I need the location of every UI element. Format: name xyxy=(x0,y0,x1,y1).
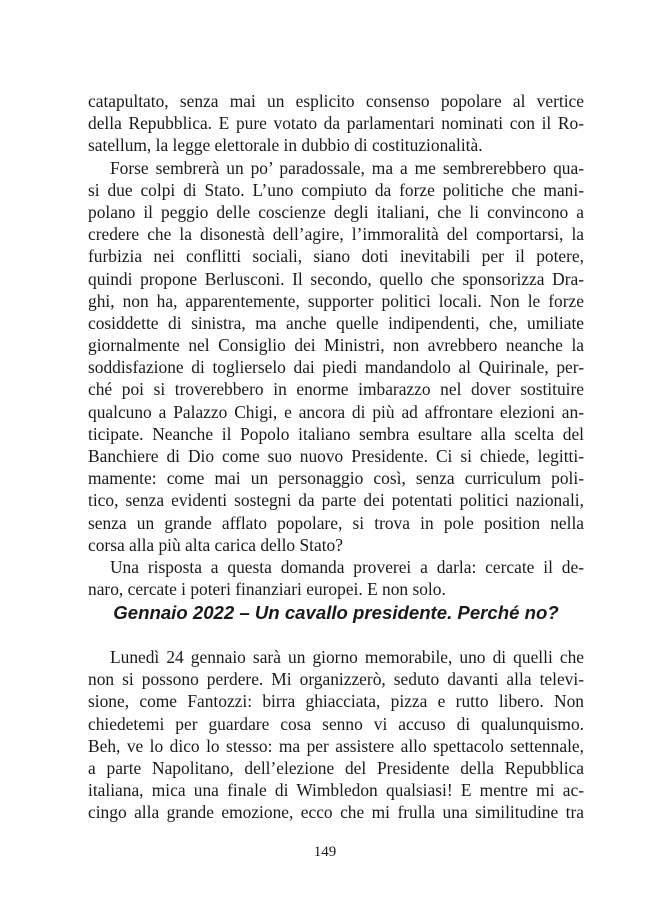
text-line: ghi, non ha, apparentemente, supporter politici locali. Non le forze xyxy=(88,290,584,311)
text-line: polano il peggio delle coscienze degli italiani, che li convincono a xyxy=(88,201,584,222)
text-line: Banchiere di Dio come suo nuovo Presidente. Ci si chiede, legitti- xyxy=(88,446,584,466)
text-line: italiana, mica una finale di Wimbledon qualsiasi! E mentre mi ac- xyxy=(88,780,584,801)
text-line: mamente: come mai un personaggio così, senza curriculum poli- xyxy=(88,468,584,489)
text-line: chiedetemi per guardare cosa senno vi accuso di qualunquismo. xyxy=(88,713,584,734)
section-heading: Gennaio 2022 – Un cavallo presidente. Perché no? xyxy=(113,602,559,623)
text-line: ticipate. Neanche il Popolo italiano sembra esultare alla scelta del xyxy=(88,423,584,444)
body-text-section-2 xyxy=(88,646,584,824)
text-line: giornalmente nel Consiglio dei Ministri, non avrebbero neanche la xyxy=(88,335,584,356)
text-line: non si possono perdere. Mi organizzerò, seduto davanti alla televi- xyxy=(88,669,584,690)
text-line: qualcuno a Palazzo Chigi, e ancora di più ad affrontare elezioni an- xyxy=(88,401,584,422)
body-text-section-1 xyxy=(88,90,584,600)
text-line: sione, come Fantozzi: birra ghiacciata, pizza e rutto libero. Non xyxy=(88,691,584,712)
text-line: Lunedì 24 gennaio sarà un giorno memorabile, uno di quelli che xyxy=(110,647,584,667)
text-line: cingo alla grande emozione, ecco che mi frulla una similitudine tra xyxy=(88,802,584,823)
text-line: credere che la disonestà dell’agire, l’immoralità del comportarsi, la xyxy=(88,224,584,245)
text-line: a parte Napolitano, dell’elezione del Presidente della Repubblica xyxy=(88,757,584,778)
text-line: della Repubblica. E pure votato da parlamentari nominati con il Ro- xyxy=(88,113,584,134)
text-line: Una risposta a questa domanda proverei a darla: cercate il de- xyxy=(110,556,584,577)
text-line: furbizia nei conflitti sociali, siano doti inevitabili per il potere, xyxy=(88,246,584,267)
text-line: Forse sembrerà un po’ paradossale, ma a me sembrerebbero qua- xyxy=(110,157,584,178)
text-line: ché poi si troverebbero in enorme imbarazzo nel dover sostituire xyxy=(88,379,584,400)
text-line: catapultato, senza mai un esplicito consenso popolare al vertice xyxy=(88,91,584,111)
text-line: senza un grande afflato popolare, si trova in pole position nella xyxy=(88,512,584,533)
text-line: corsa alla più alta carica dello Stato? xyxy=(88,534,343,555)
text-line: quindi propone Berlusconi. Il secondo, quello che sponsorizza Dra- xyxy=(88,268,584,289)
text-line: naro, cercate i poteri finanziari europei. E non solo. xyxy=(88,579,446,600)
text-line: Beh, ve lo dico lo stesso: ma per assistere allo spettacolo settennale, xyxy=(88,735,584,756)
page-number: 149 xyxy=(313,844,337,860)
text-line: soddisfazione di toglierselo dai piedi mandandolo al Quirinale, per- xyxy=(88,357,584,378)
text-line: si due colpi di Stato. L’uno compiuto da forze politiche che mani- xyxy=(88,179,584,200)
text-line: tico, senza evidenti sostegni da parte dei potentati politici nazionali, xyxy=(88,490,584,511)
text-line: satellum, la legge elettorale in dubbio di costituzionalità. xyxy=(88,135,483,156)
text-line: cosiddette di sinistra, ma anche quelle indipendenti, che, umiliate xyxy=(88,312,584,333)
